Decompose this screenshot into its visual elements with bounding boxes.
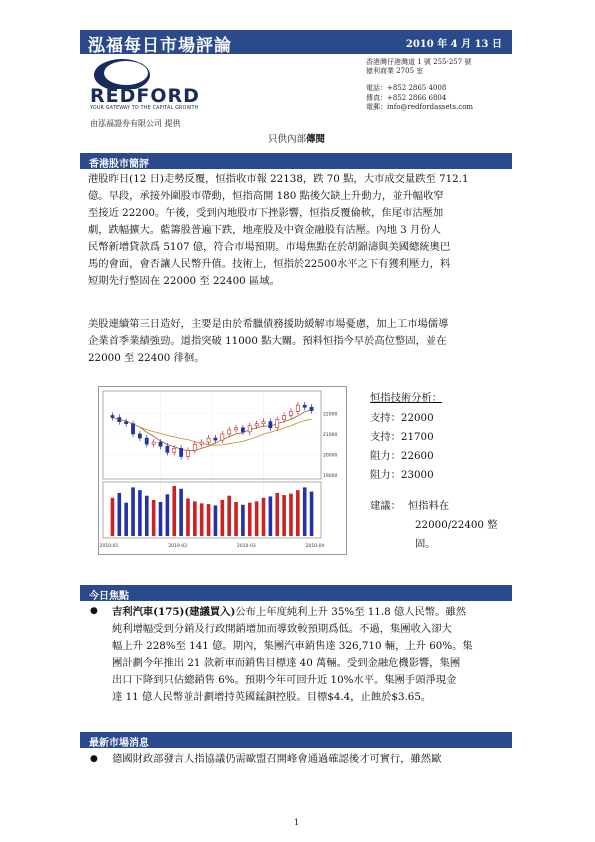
volume-bar [296,490,300,536]
candle-body [125,422,128,424]
technical-analysis-title: 恒指技術分析： [370,392,443,404]
section-header-hk-market: 香港股市簡評 [80,153,512,169]
candle-body [269,422,272,428]
volume-bar [172,486,176,536]
candle-body [234,428,237,430]
report-date: 2010 年 4 月 13 日 [405,39,502,50]
volume-bar [310,492,314,536]
candle-body [186,450,189,456]
volume-bar [234,502,238,536]
bullet-icon: ● [90,754,98,764]
candle-body [118,418,121,422]
candle-body [193,444,196,450]
hsi-chart-svg [99,387,346,554]
suggestion-text: 固。 [415,538,436,550]
stock-title: 吉利汽車(175)(建議買入) [112,606,236,618]
volume-bar [289,494,293,536]
volume-bar [166,494,170,536]
text-line: 馬的會面，會否讓人民幣升值。技術上，恒指於22500水平之下有獲利壓力，料 [88,258,451,270]
text-line: 企業首季業績強勁。道指突破 11000 點大關。預料恒指今早於高位整固，並在 [88,335,447,347]
candle-body [131,424,134,434]
hk-market-paragraph-2 [88,316,504,367]
address-line: 香港灣仔港灣道 1 號 255-257 號 [366,58,472,66]
candle-body [200,442,203,444]
candle-body [255,424,258,426]
volume-bar [227,496,231,536]
volume-bar [179,489,183,536]
volume-bar [152,500,156,536]
text-line: 吉利汽車(175)(建議買入)公布上年度純利上升 35%至 11.8 億人民幣。雖然 [112,606,467,618]
section-header-focus: 今日焦點 [80,585,512,601]
volume-bar [159,502,163,536]
candle-body [303,405,306,407]
volume-bar [241,505,245,536]
suggestion-text: 恒指料在 [408,500,450,512]
text-line: 至接近 22200。午後，受到內地股市下挫影響，恒指反覆倫軟，隹尾市沽壓加 [88,207,444,219]
candle-body [214,438,217,440]
logo-tagline: YOUR GATEWAY TO THE CAPITAL GROWTH [90,106,199,111]
volume-bar [193,501,197,536]
volume-bar [221,500,225,536]
text-line: 達 11 億人民幣並計劃增持英國錳銅控股。目標$4.4，止蝕於$3.65。 [112,691,432,703]
text-line: 幅上升 228%至 141 億。期內，集團汽車銷售達 326,710 輛，上升 60%。集 [112,640,473,652]
candle-body [296,405,299,411]
text-line: 港股昨日(12 日)走勢反覆，恒指收市報 22138，跌 70 點，大市成交量跌至 712.1 [88,173,469,185]
candle-body [262,422,265,424]
volume-bar [282,495,286,536]
volume-bar [145,496,149,536]
volume-bar [269,496,273,536]
price-tick-label: 20000 [323,453,338,459]
section-header-news: 最新市場消息 [80,732,512,748]
x-tick-label: 2010-02 [168,544,188,549]
provider-note: 由泓福證券有限公司 提供 [90,119,181,128]
phone-text: 電話：+852 2865 4008 [366,84,447,93]
address-line: 億利商業 2705 室 [366,67,424,76]
text-line: 美股連續第三日造好，主要是由於希臘債務援助緩解市場憂慮，加上工市場儒導 [88,318,449,330]
volume-bar [262,498,266,536]
bullet-icon: ● [90,606,98,616]
candle-body [221,434,224,440]
volume-bar [275,493,279,536]
page-number: 1 [294,818,300,827]
text-line: 團計劃今年推出 21 款新車而銷售目標達 40 萬輛。受到金融危機影響，集團 [112,657,461,669]
x-tick-label: 2010-04 [305,544,325,549]
price-tick-label: 21000 [323,432,338,438]
candle-body [166,446,169,452]
hsi-chart [98,386,347,555]
level-support-1: 支持：22000 [370,412,434,424]
text-line: 22000 至 22400 徘徊。 [88,352,205,364]
volume-bar [186,499,190,537]
fax-text: 傳真：+852 2866 6804 [366,93,447,102]
level-support-2: 支持：21700 [370,431,434,443]
candle-body [310,407,313,410]
text-line: 純利增幅受到分銷及行政開銷增加而導致較預期爲低。不過，集團收入卻大 [112,623,452,635]
report-title: 泓福每日市場評論 [88,36,232,56]
volume-bar [248,503,252,536]
volume-bar [118,493,122,536]
volume-bar [303,487,307,536]
redford-logo [86,55,200,117]
candle-body [173,448,176,452]
text-line: 民幣新增貸款爲 5107 億，符合市場預期。市場焦點在於胡錦濤與美國總統奧巴 [88,241,451,253]
candle-body [228,430,231,434]
volume-bar [124,503,128,536]
price-tick-label: 19000 [323,474,338,479]
x-tick-label: 2010-01 [99,544,119,549]
candle-body [241,428,244,432]
volume-bar [255,501,259,536]
candle-body [111,415,114,417]
volume-bar [131,487,135,536]
contact-block [366,58,473,112]
suggestion-text: 22000/22400 整 [415,519,498,531]
internal-circulation-note: 只供內部傳閱 [268,134,326,145]
volume-bar [214,505,218,536]
text-line: 劇，跌幅擴大。藍籌股普遍下跌，地產股及中資金融股有沽壓。內地 3 月份人 [88,224,441,236]
report-title-bar [80,30,512,54]
volume-bar [111,498,115,536]
candle-body [152,442,155,444]
candle-body [283,415,286,419]
news-line: 德國財政部發言人指協議仍需歐盟召開峰會通過確認後才可實行，雖然歐 [112,753,442,765]
level-resistance-1: 阻力：22600 [370,450,434,462]
volume-bar [138,490,142,536]
candle-body [276,420,279,428]
text-line: 短期先行整固在 22000 至 22400 區域。 [88,275,280,287]
focus-paragraph [112,604,504,706]
candle-body [289,411,292,415]
x-tick-label: 2010-03 [236,544,256,549]
candle-body [248,426,251,432]
suggestion-label: 建議： [370,500,401,512]
logo-swoosh-icon [92,55,152,89]
text-line: 億。早段，承接外圍股市帶動，恒指高開 180 點後欠缺上升動力，並升幅收窄 [88,190,444,202]
candle-body [180,448,183,456]
candle-body [159,442,162,446]
candle-body [207,438,210,442]
volume-bar [200,503,204,536]
candle-body [145,438,148,444]
logo-wordmark: REDFORD [90,85,200,107]
text-line: 出口下降到只佔總銷售 6%。預期今年可回升近 10%水平。集團手頭淨現金 [112,674,457,686]
candle-body [138,434,141,438]
price-tick-label: 22000 [323,412,338,418]
volume-bar [207,504,211,536]
hk-market-paragraph-1 [88,171,504,290]
level-resistance-2: 阻力：23000 [370,469,434,481]
email-text: 電郵：info@redfordassets.com [366,102,474,111]
